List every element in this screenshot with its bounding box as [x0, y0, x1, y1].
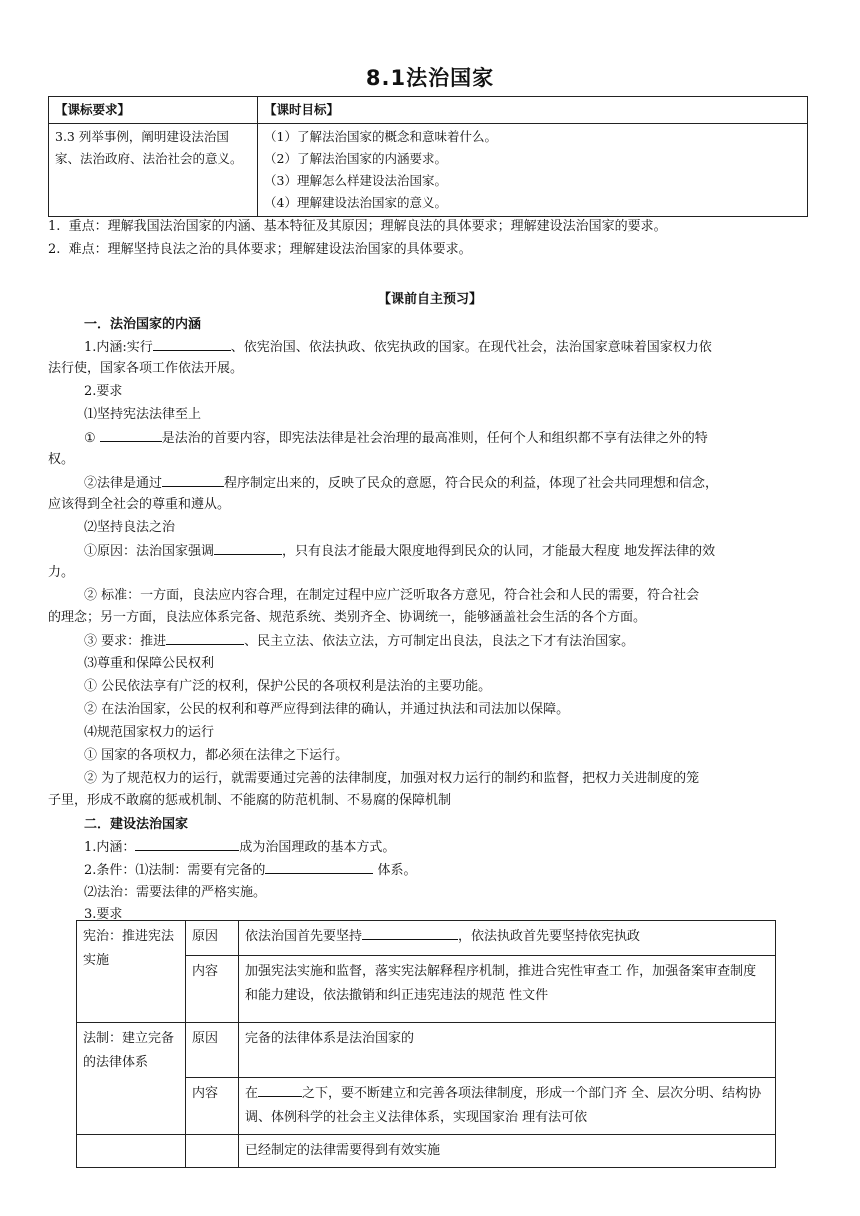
standards-text: 3.3 列举事例，阐明建设法治国家、法治政府、法治社会的意义。: [49, 124, 258, 217]
paragraph: 子里，形成不敢腐的惩戒机制、不能腐的防范机制、不易腐的保障机制: [48, 793, 452, 808]
section-heading: 二．建设法治国家: [84, 817, 189, 832]
paragraph: ② 在法治国家，公民的权利和尊严应得到法律的确认，并通过执法和司法加以保障。: [84, 702, 570, 717]
key-point: 1. 重点：理解我国法治国家的内涵、基本特征及其原因；理解良法的具体要求；理解建设法治国家的要求。: [48, 219, 667, 234]
subheading: ⑷规范国家权力的运行: [84, 725, 215, 740]
paragraph: 3.要求: [84, 907, 123, 922]
goal-item: （1）了解法治国家的概念和意味着什么。: [264, 129, 497, 144]
section-heading: 一．法治国家的内涵: [84, 317, 202, 332]
paragraph: ② 为了规范权力的运行，就需要通过完善的法律制度，加强对权力运行的制约和监督，把权力关进制度的笼: [84, 771, 700, 786]
paragraph: 2.条件：⑴法制：需要有完备的 体系。: [84, 859, 854, 882]
fill-blank[interactable]: [135, 836, 239, 851]
paragraph: ②法律是通过 程序制定出来的，反映了民众的意愿，符合民众的利益，体现了社会共同理想和信念，: [84, 472, 854, 495]
cell-text: 加强宪法实施和监督，落实宪法解释程序机制，推进合宪性审查工 作，加强备案审查制度和能力建设，依法撤销和纠正违宪违法的规范 性文件: [239, 956, 776, 1023]
subheading: ⑵坚持良法之治: [84, 520, 176, 535]
subheading: ⑶尊重和保障公民权利: [84, 656, 215, 671]
paragraph: 权。: [48, 452, 75, 467]
paragraph: ③ 要求：推进 、民主立法、依法立法，方可制定出良法，良法之下才有法治国家。: [84, 630, 854, 653]
fill-blank[interactable]: [100, 427, 162, 442]
paragraph: 力。: [48, 565, 75, 580]
paragraph: 的理念；另一方面，良法应体系完备、规范系统、类别齐全、协调统一，能够涵盖社会生活的各个方面。: [48, 610, 647, 625]
preview-heading: 【课前自主预习】: [377, 292, 482, 307]
cell-text: 完备的法律体系是法治国家的: [239, 1023, 776, 1078]
standards-table: [48, 96, 808, 217]
difficult-point: 2. 难点：理解坚持良法之治的具体要求；理解建设法治国家的具体要求。: [48, 242, 472, 257]
cell-type: 原因: [186, 1023, 239, 1078]
goals-list: [258, 124, 808, 217]
requirements-table: [76, 920, 776, 1168]
fill-blank[interactable]: [362, 925, 458, 940]
paragraph: ⑵法治：需要法律的严格实施。: [84, 885, 267, 900]
cell-text: 已经制定的法律需要得到有效实施: [239, 1135, 776, 1168]
standards-header: 【课标要求】: [49, 97, 258, 124]
paragraph: 1.内涵:实行 、依宪治国、依法执政、依宪执政的国家。在现代社会，法治国家意味着国家权力依: [84, 336, 854, 359]
goal-item: （4）理解建设法治国家的意义。: [264, 195, 447, 210]
row-label: [77, 1135, 186, 1168]
cell-text: 在 之下，要不断建立和完善各项法律制度，形成一个部门齐 全、层次分明、结构协调、体例科学的社会主义法律体系，实现国家治 理有法可依: [239, 1078, 776, 1135]
cell-type: [186, 1135, 239, 1168]
cell-type: 内容: [186, 956, 239, 1023]
paragraph: ① 国家的各项权力，都必须在法律之下运行。: [84, 748, 349, 763]
goal-item: （2）了解法治国家的内涵要求。: [264, 151, 447, 166]
paragraph: ① 是法治的首要内容，即宪法法律是社会治理的最高准则，任何个人和组织都不享有法律之外的特: [84, 427, 854, 450]
fill-blank[interactable]: [214, 540, 282, 555]
fill-blank[interactable]: [153, 336, 231, 351]
paragraph: ② 标准：一方面，良法应内容合理，在制定过程中应广泛听取各方意见，符合社会和人民的需要，符合社会: [84, 588, 700, 603]
page-title: 8.1法治国家: [365, 66, 495, 90]
cell-type: 原因: [186, 921, 239, 956]
fill-blank[interactable]: [162, 472, 224, 487]
row-label: 法制：建立完备的法律体系: [77, 1023, 186, 1135]
paragraph: 2.要求: [84, 384, 123, 399]
fill-blank[interactable]: [265, 859, 373, 874]
fill-blank[interactable]: [166, 630, 244, 645]
paragraph: ①原因：法治国家强调 ，只有良法才能最大限度地得到民众的认同，才能最大程度 地发挥法律的效: [84, 540, 854, 563]
row-label: 宪治：推进宪法实施: [77, 921, 186, 1023]
paragraph: 应该得到全社会的尊重和遵从。: [48, 497, 231, 512]
goals-header: 【课时目标】: [258, 97, 808, 124]
fill-blank[interactable]: [258, 1082, 302, 1097]
paragraph: ① 公民依法享有广泛的权利，保护公民的各项权利是法治的主要功能。: [84, 679, 492, 694]
cell-type: 内容: [186, 1078, 239, 1135]
paragraph: 法行使，国家各项工作依法开展。: [48, 361, 244, 376]
goal-item: （3）理解怎么样建设法治国家。: [264, 173, 447, 188]
paragraph: 1.内涵： 成为治国理政的基本方式。: [84, 836, 854, 859]
subheading: ⑴坚持宪法法律至上: [84, 407, 202, 422]
cell-text: 依法治国首先要坚持 ，依法执政首先要坚持依宪执政: [239, 921, 776, 956]
